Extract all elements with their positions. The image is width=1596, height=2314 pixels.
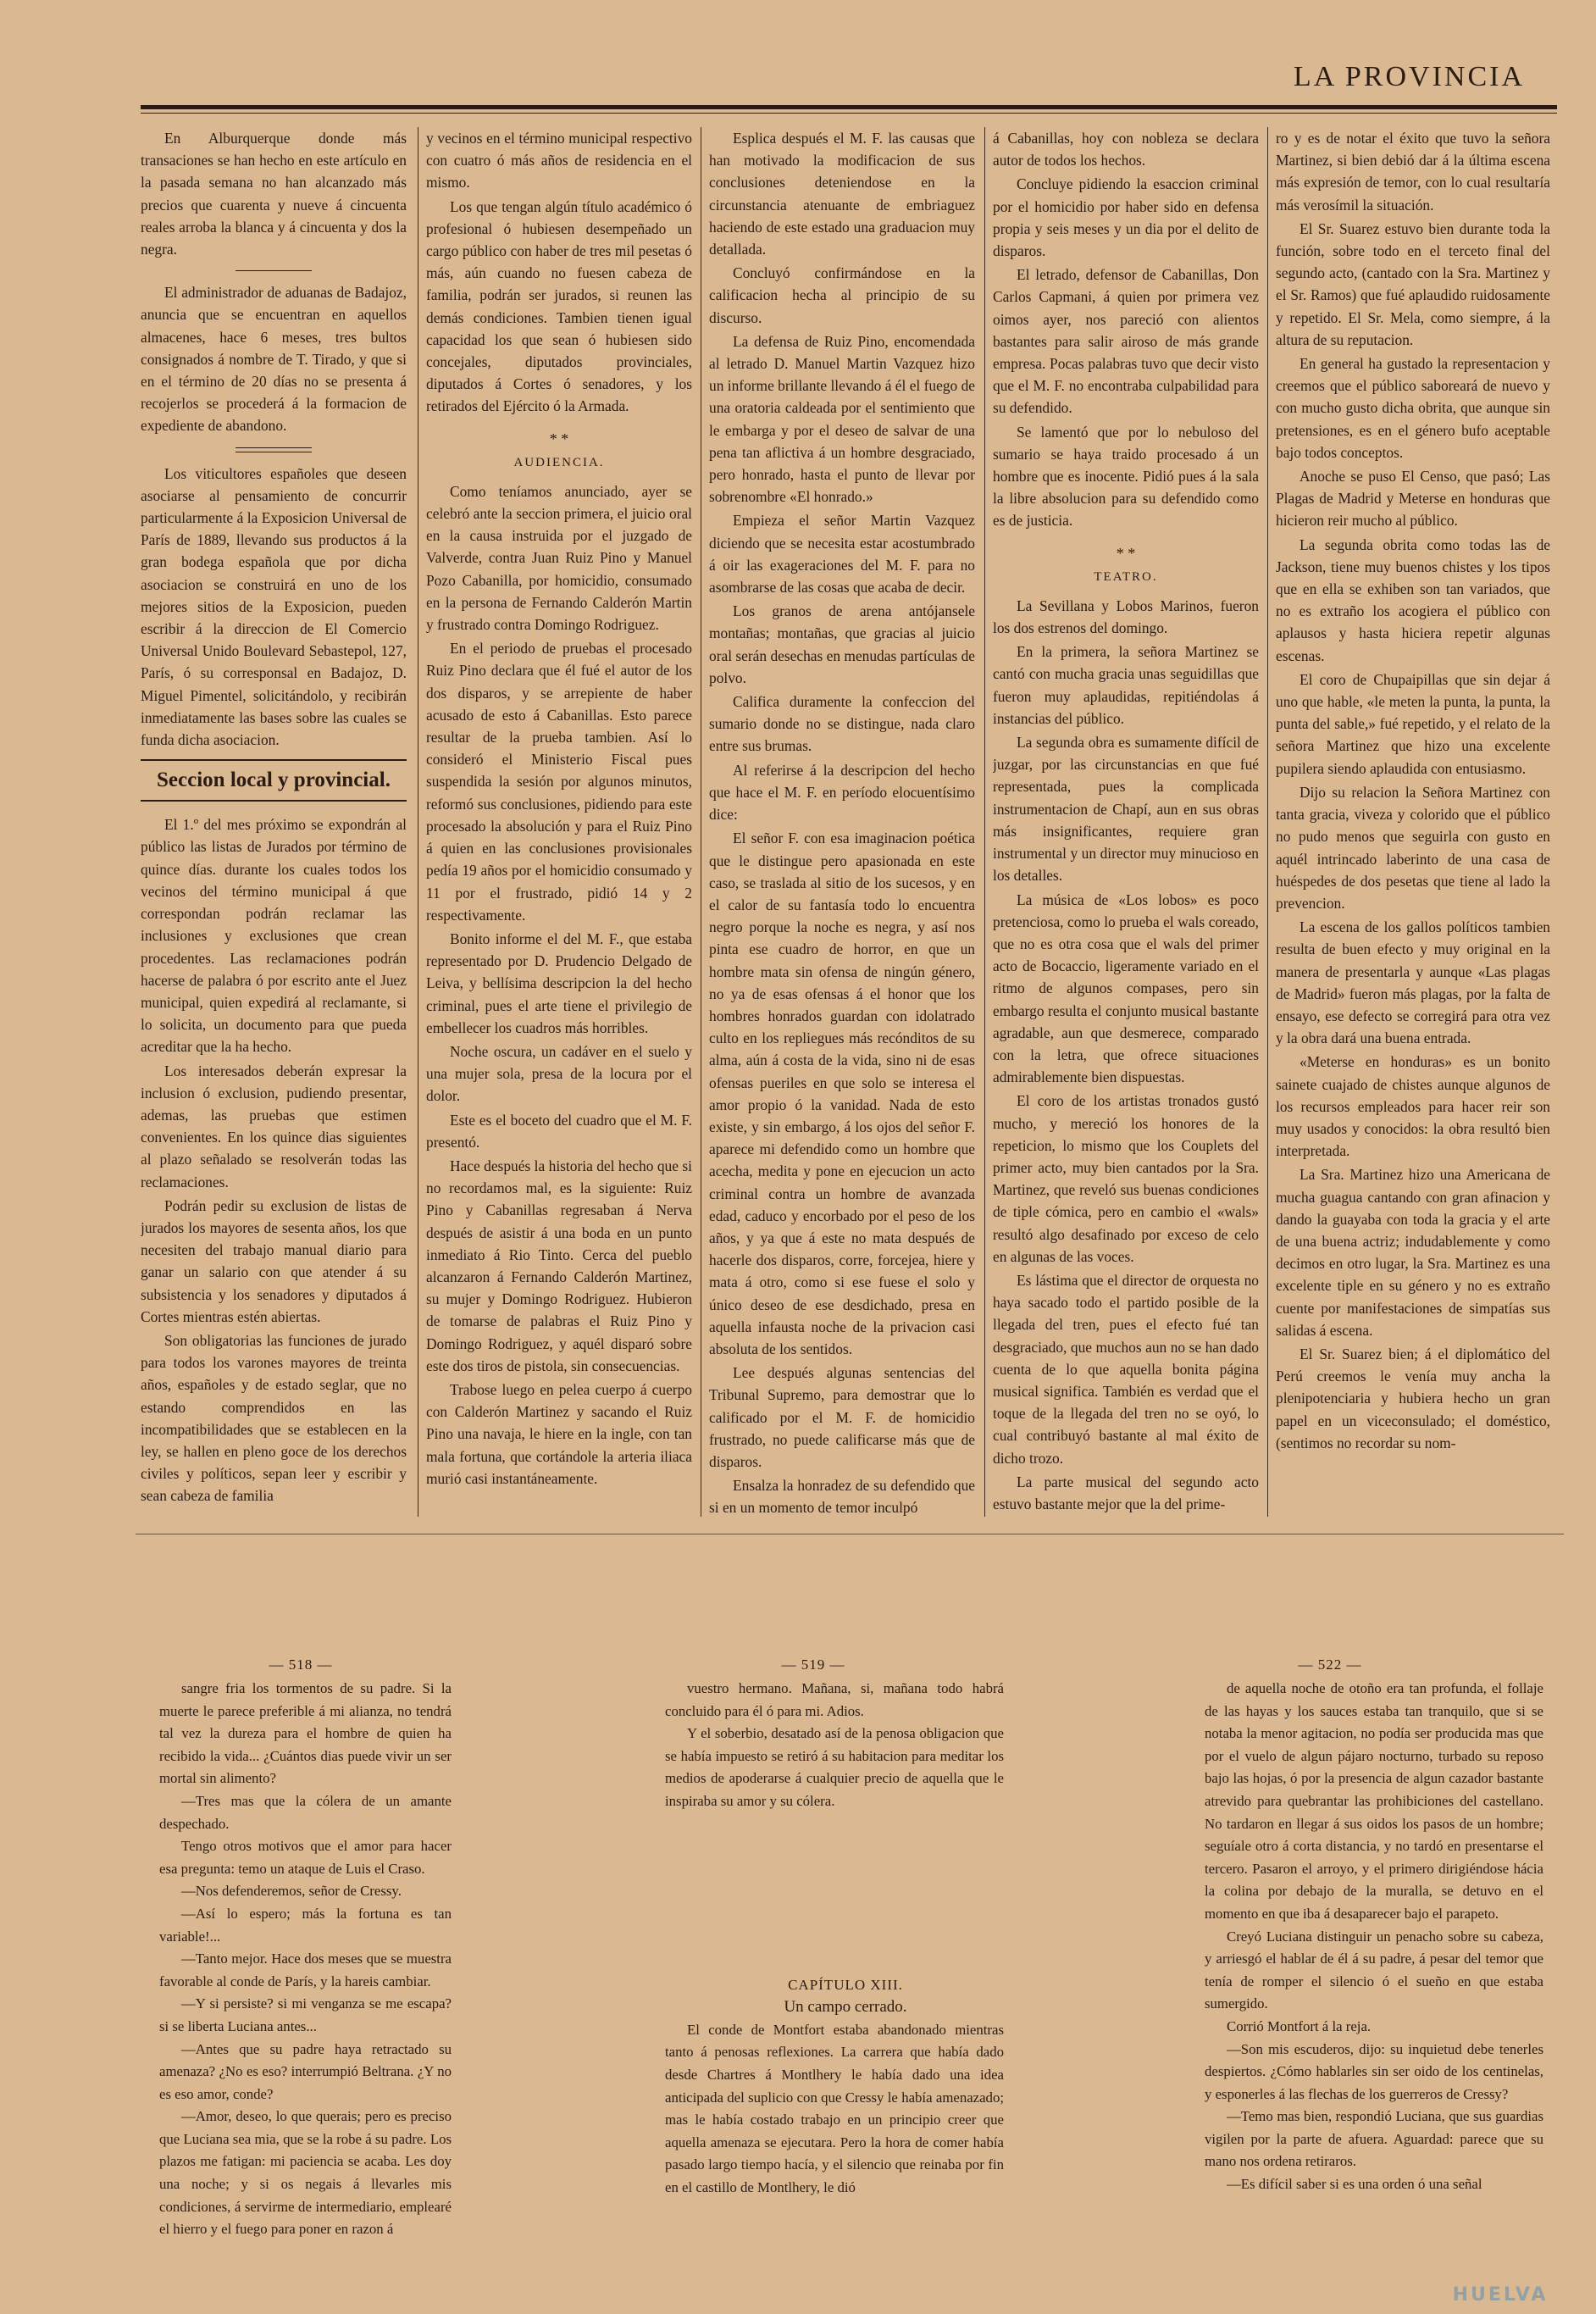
column-1	[141, 127, 407, 1517]
article-paragraph: Este es el boceto del cuadro que el M. F. presentó.	[426, 1111, 692, 1151]
article-paragraph: Como teníamos anunciado, ayer se celebró ante la seccion primera, el juicio oral en la causa instruida por el juzgado de Valverde, contra Juan Ruiz Pino y Manuel Pozo Cabanilla, por homicidio, consumado en la persona de Fernando Calderón Martin y frustrado contra Domingo Rodriguez.	[426, 482, 692, 634]
article-paragraph: Concluyó confirmándose en la calificacion hecha al principio de su discurso.	[709, 264, 975, 326]
article-paragraph: á Cabanillas, hoy con nobleza se declara autor de todos los hechos.	[993, 130, 1259, 169]
article-paragraph: La música de «Los lobos» es poco pretenciosa, como lo prueba el wals coreado, que no es otra cosa que el wals del primer acto de Bocaccio, ligeramente variado en el ritmo de algunos compases, pero sin embargo resulta el conjunto musical bastante agradable, aun que desmerece, comparado con la letra, que ofrece situaciones admirablemente bien dispuestas.	[993, 891, 1259, 1086]
column-3	[709, 127, 975, 1517]
library-stamp: HUELVA	[1452, 2284, 1549, 2306]
article-paragraph: La segunda obrita como todas las de Jackson, tiene muy buenos chistes y los tipos que en ella se exhiben son tan variados, que no es extraño los acogiera el público con aplausos y hasta hiciera repetir algunas escenas.	[1276, 535, 1550, 664]
article-paragraph: La Sra. Martinez hizo una Americana de mucha guagua cantando con gran afinacion y dando la guayaba con toda la gracia y el arte de una buena actriz; indudablemente y como decimos en otro lugar, la Sra. Martinez es una excelente tiple en su género y no es extraño cuente por manifestaciones de simpatías sus salidas á escena.	[1276, 1166, 1550, 1339]
article-paragraph: Al referirse á la descripcion del hecho que hace el M. F. en período elocuentísimo dice:	[709, 761, 975, 824]
feuilleton-right	[1205, 1678, 1543, 2271]
article-paragraph: Es lástima que el director de orquesta no haya sacado todo el partido posible de la llegada del tren, pues el efecto fué tan desgraciado, que muchos aun no se han dado cuenta de lo que aquella bonita página musical significa. También es verdad que el toque de la llegada del tren no se oyó, lo cual contribuyó bastante al mal éxito de dicho trozo.	[993, 1271, 1259, 1467]
article-paragraph: La defensa de Ruiz Pino, encomendada al letrado D. Manuel Martin Vazquez hizo un informe brillante llevando á él el fuego de una oratoria caldeada por el sentimiento que le embarga y por el deseo de salvar de una pena tan aflictiva á un hombre desgraciado, pero honrado, hasta el punto de llevar por sobrenombre «El honrado.»	[709, 332, 975, 506]
section-heading: Seccion local y provincial.	[141, 759, 407, 802]
story-paragraph: sangre fria los tormentos de su padre. Si la muerte le parece preferible á mi alianza, no tendrá tal vez la dureza para el hombre de quien ha recibido la vida... ¿Cuántos dias puede vivir un ser mortal sin alimento?	[159, 1680, 452, 1787]
article-paragraph: La segunda obra es sumamente difícil de juzgar, por las circunstancias en que fué representada, pues la complicada instrumentacion de Chapí, aun en sus obras más insignificantes, requiere gran instrumental y un director muy minucioso en los detalles.	[993, 734, 1259, 885]
story-paragraph: —Así lo espero; más la fortuna es tan variable!...	[159, 1905, 452, 1945]
article-paragraph: Noche oscura, un cadáver en el suelo y una mujer sola, presa de la locura por el dolor.	[426, 1042, 692, 1105]
article-paragraph: La Sevillana y Lobos Marinos, fueron los dos estrenos del domingo.	[993, 597, 1259, 637]
article-paragraph: ro y es de notar el éxito que tuvo la señora Martinez, si bien debió dar á la última escena más expresión de temor, con lo cual resultaría más verosímil la situación.	[1276, 130, 1550, 214]
article-paragraph: Los que tengan algún título académico ó profesional ó hubiesen desempeñado un cargo público con haber de tres mil pesetas ó más, aún cuando no fuesen cabeza de familia, podrán ser jurados, si reunen las demás condiciones. Tambien tienen igual capacidad los que sean ó hubiesen sido concejales, diputados provinciales, diputados á Cortes ó senadores, y los retirados del Ejército ó la Armada.	[426, 197, 692, 415]
separator	[236, 270, 312, 271]
article-paragraph: Ensalza la honradez de su defendido que si en un momento de temor inculpó	[709, 1477, 975, 1517]
article-paragraph: En general ha gustado la representacion y creemos que el público saboreará de nuevo y con mucho gusto dicha obrita, que aunque sin pretensiones, es en el género bufo aceptable bajo todos conceptos.	[1276, 355, 1550, 461]
story-paragraph: —Temo mas bien, respondió Luciana, que sus guardias vigilen por la parte de afuera. Aguardad: parece que su mano nos ordena retiraros.	[1205, 2108, 1543, 2170]
article-paragraph: La parte musical del segundo acto estuvo bastante mejor que la del prime-	[993, 1473, 1259, 1512]
article-paragraph: Dijo su relacion la Señora Martinez con tanta gracia, viveza y colorido que el público no pudo menos que seguirla con gusto en aquél intrincado laberinto de una casa de huéspedes de dos pesetas que tiene al lado la prevencion.	[1276, 783, 1550, 912]
subsection-heading: TEATRO.	[1094, 569, 1158, 584]
article-paragraph: El Sr. Suarez bien; á el diplomático del Perú creemos le venía muy ancha la plenipotenciaria y hubiera hecho un gran papel en un viceconsulado; el doméstico, (sentimos no recordar su nom-	[1276, 1345, 1550, 1451]
story-paragraph: El conde de Montfort estaba abandonado mientras tanto á penosas reflexiones. La carrera que había dado desde Chartres á Montlhery le había dado una idea anticipada del suplicio con que Cressy le había amenazado; mas le había costado trabajo en un principio creer que aquella amenaza se ejecutara. Pero la hora de comer había pasado largo tiempo hacía, y el silencio que reinaba por fin en el castillo de Montlhery, le dió	[665, 2021, 1004, 2195]
page-number: — 519 —	[781, 1656, 845, 1673]
story-paragraph: —Y si persiste? si mi venganza se me escapa? si se liberta Luciana antes...	[159, 1995, 452, 2034]
article-paragraph: El administrador de aduanas de Badajoz, anuncia que se encuentran en aquellos almacenes, hace 6 meses, tres bultos consignados á nombre de T. Tirado, y que si en el término de 20 días no se presenta á recojerlos se procederá á la formacion de expediente de abandono.	[141, 284, 407, 435]
article-paragraph: Esplica después el M. F. las causas que han motivado la modificacion de sus conclusiones deteniendose en la circunstancia atenuante de embriaguez haciendo de este estado una graduacion muy detallada.	[709, 130, 975, 258]
story-paragraph: —Nos defenderemos, señor de Cressy.	[181, 1883, 402, 1900]
article-paragraph: Podrán pedir su exclusion de listas de jurados los mayores de sesenta años, los que necesiten del trabajo manual diario para ganar un salario con que atender á su subsistencia y los senadores y diputados á Cortes mientras estén abiertas.	[141, 1196, 407, 1325]
chapter-number: CAPÍTULO XIII.	[788, 1976, 903, 1993]
column-2	[426, 127, 692, 1517]
page-number: — 522 —	[1298, 1656, 1362, 1673]
article-paragraph: El señor F. con esa imaginacion poética que le distingue pero apasionada en este caso, se traslada al sitio de los sucesos, y en el calor de su fantasía todo lo encuentra negro porque la noche es negra, y así nos pinta ese cuadro de horror, en que un hombre mata sin ofensa de ningún género, no ya de esas ofensas á el honor que los hombres honrados guardan con idolatrado culto en los repliegues más recónditos de su alma, aún á costa de la vida, sino ni de esas ofensas pueriles en que solo se interesa el amor propio ó la vanidad. Nada de esto existe, y sin embargo, á los ojos del señor F. aparece mi defendido como un hombre que acecha, medita y pone en ejecucion un acto criminal contra un hombre de avanzada edad, caduco y encorbado por el peso de los años, y ya que á este no mata después de hacerle dos disparos, corre, forcejea, hiere y mata á otro, como si ese fuese el solo y único deseo de ese desdichado, presa en aquella infausta noche de la privacion casi absoluta de los sentidos.	[709, 830, 975, 1357]
article-paragraph: En Alburquerque donde más transaciones se han hecho en este artículo en la pasada semana no han alcanzado más precios que cuarenta y nueve á cincuenta reales arroba la blanca y á cincuenta y dos la negra.	[141, 130, 407, 258]
column-4	[993, 127, 1259, 1517]
chapter-title: Un campo cerrado.	[784, 1998, 907, 2017]
article-paragraph: Concluye pidiendo la esaccion criminal por el homicidio por haber sido en defensa propia y seis meses y un dia por el delito de disparos.	[993, 175, 1259, 260]
separator	[236, 447, 312, 452]
masthead	[136, 61, 1559, 103]
story-paragraph: Y el soberbio, desatado así de la penosa obligacion que se había impuesto se retiró á su habitacion para meditar los medios de apoderarse á cualquier precio de aquella que le inspiraba su amor y su cólera.	[665, 1725, 1004, 1809]
blank-space	[665, 1813, 1004, 1974]
article-paragraph: El coro de Chupaipillas que sin dejar á uno que hable, «le meten la punta, la punta, la punta del sable,» fué repetido, y el relato de la señora Martinez que hizo una excelente pupilera siendo aplaudida con entusiasmo.	[1276, 670, 1550, 777]
article-paragraph: Lee después algunas sentencias del Tribunal Supremo, para demostrar que lo calificado por el M. F. de homicidio frustrado, no puede calificarse más que de disparos.	[709, 1364, 975, 1470]
masthead-rule-thin	[141, 113, 1557, 114]
article-paragraph: El letrado, defensor de Cabanillas, Don Carlos Capmani, á quien por primera vez oimos ayer, nos pareció con alientos bastantes para salir airoso de más grande empresa. Pocas palabras tuvo que decir visto que el M. F. no encontraba culpabilidad para su defendido.	[993, 266, 1259, 417]
story-paragraph: —Son mis escuderos, dijo: su inquietud debe tenerles despiertos. ¿Cómo hablarles sin ser oido de los centinelas, y esponerles á las flechas de los guerreros de Cressy?	[1205, 2040, 1543, 2102]
article-paragraph: Anoche se puso El Censo, que pasó; Las Plagas de Madrid y Meterse en honduras que hicieron reir mucho al público.	[1276, 468, 1550, 530]
feuilleton-middle	[665, 1678, 1004, 2271]
masthead-title: LA PROVINCIA	[1293, 61, 1525, 92]
story-paragraph: —Antes que su padre haya retractado su amenaza? ¿No es eso? interrumpió Beltrana. ¿Y no es eso amor, conde?	[159, 2040, 452, 2102]
article-paragraph: El 1.º del mes próximo se expondrán al público las listas de Jurados por término de quince días. durante los cuales todos los vecinos del término municipal á que correspondan podrán reclamar las inclusiones y exclusiones que crean procedentes. Las reclamaciones podrán hacerse de palabra ó por escrito ante el Juez municipal, quien expedirá al reclamante, si lo solicita, un documento para que pueda acreditar que la ha hecho.	[141, 816, 407, 1056]
story-paragraph: —Es difícil saber si es una orden ó una señal	[1227, 2176, 1482, 2193]
column-5	[1276, 127, 1550, 1517]
story-paragraph: vuestro hermano. Mañana, si, mañana todo habrá concluido para él ó para mi. Adios.	[665, 1680, 1004, 1719]
feuilleton-left	[159, 1678, 452, 2271]
story-paragraph: Creyó Luciana distinguir un penacho sobre su cabeza, y arriesgó el hablar de él á su padre, á pesar del temor que tenía de romper el silencio ó el sueño en que estaba sumergido.	[1205, 1928, 1543, 2012]
news-columns	[141, 127, 1557, 1517]
page-number: — 518 —	[269, 1656, 333, 1673]
story-paragraph: Tengo otros motivos que el amor para hacer esa pregunta: temo un ataque de Luis el Craso.	[159, 1838, 452, 1877]
article-paragraph: Bonito informe el del M. F., que estaba representado por D. Prudencio Delgado de Leiva, y bellísima descripcion la del hecho criminal, pues el arte tiene el privilegio de embellecer los cuadros más horribles.	[426, 929, 692, 1036]
asterism: * *	[1116, 544, 1136, 562]
article-paragraph: Son obligatorias las funciones de jurado para todos los varones mayores de treinta años, españoles y de estado seglar, que no estando comprendidos en las incompatibilidades que se establecen en la ley, se hallen en pleno goce de los derechos civiles y políticos, sepan leer y escribir y sean cabeza de familia	[141, 1331, 407, 1505]
article-paragraph: Los granos de arena antójansele montañas; montañas, que gracias al juicio oral serán desechas en menudas partículas de polvo.	[709, 602, 975, 686]
masthead-rule-thick	[141, 105, 1557, 109]
article-paragraph: En la primera, la señora Martinez se cantó con mucha gracia unas seguidillas que fueron muy aplaudidas, repitiéndolas á instancias del público.	[993, 643, 1259, 727]
article-paragraph: Los interesados deberán expresar la inclusion ó exclusion, pudiendo presentar, ademas, las pruebas que estimen convenientes. En los quince dias siguientes al plazo señalado se resolverán todas las reclamaciones.	[141, 1062, 407, 1190]
subsection-heading: AUDIENCIA.	[513, 455, 605, 469]
story-paragraph: de aquella noche de otoño era tan profunda, el follaje de las hayas y los sauces estaba tan tranquilo, que si se notaba la menor agitacion, no podía ser producida mas que por el vuelo de algun pájaro nocturno, turbado su reposo bajo las hojas, ó por la presencia de algun cazador bastante atrevido para quebrantar las prohibiciones del castellano. No tardaron en llegar á sus oidos los pasos de un hombre; seguíale otro á corta distancia, y no tardó en presentarse el tercero. Pasaron el arroyo, y el primero dirigiéndose hácia la colina por debajo de la muralla, se detuvo en el momento en que iba á desaparecer bajo el parapeto.	[1205, 1680, 1543, 1922]
article-paragraph: Se lamentó que por lo nebuloso del sumario se haya traido procesado á un hombre que es inocente. Pidió pues á la sala la libre absolucion para su defendido como es de justicia.	[993, 423, 1259, 530]
story-paragraph: —Amor, deseo, lo que querais; pero es preciso que Luciana sea mia, que se la robe á su padre. Los plazos me fatigan: mi paciencia se acaba. Les doy una noche; y si os negais á llevarles mis condiciones, á servirme de intermediario, emplearé el hierro y el fuego para poner en razon á	[159, 2108, 452, 2238]
asterism: * *	[549, 430, 569, 447]
article-paragraph: y vecinos en el término municipal respectivo con cuatro ó más años de residencia en el mismo.	[426, 130, 692, 191]
article-paragraph: La escena de los gallos políticos tambien resulta de buen efecto y muy original en la manera de presentarla y aunque «Las plagas de Madrid» fueron más plagas, por la falta de ensayo, ese defecto se corregirá para otra vez y la obra dará una buena entrada.	[1276, 918, 1550, 1047]
story-paragraph: Corrió Montfort á la reja.	[1227, 2017, 1372, 2034]
article-paragraph: Califica duramente la confeccion del sumario donde no se distingue, nada claro entre sus brumas.	[709, 693, 975, 755]
article-paragraph: El coro de los artistas tronados gustó mucho, y mereció los honores de la repeticion, lo mismo que los Couplets del primer acto, muy bien cantados por la Sra. Martinez, que reveló sus buenas condiciones de tiple cómica, pero en cambio el «wals» resultó algo desafinado por exceso de celo en algunas de las voces.	[993, 1092, 1259, 1265]
article-paragraph: Hace después la historia del hecho que si no recordamos mal, es la siguiente: Ruiz Pino y Cabanillas regresaban á Nerva después de asistir á una boda en un punto inmediato á Rio Tinto. Cerca del pueblo alcanzaron á Fernando Calderón Martinez, su mujer y Domingo Rodriguez. Hubieron de tomarse de palabras el Ruiz Pino y Domingo Rodriguez, y aquél disparó sobre este dos tiros de pistola, sin consecuencias.	[426, 1157, 692, 1374]
article-paragraph: En el periodo de pruebas el procesado Ruiz Pino declara que él fué el autor de los dos disparos, y se arrepiente de haber acusado de esto á Cabanillas. Esto parece resultar de la prueba tambien. Así lo consideró el Ministerio Fiscal pues suspendida la sesión por algunos minutos, reformó sus conclusiones, pidiendo para este procesado la absolución y para el Ruiz Pino á quien en las conclusiones provisionales pedía 19 años por el homicidio consumado y 11 por el frustrado, pidió 14 y 2 respectivamente.	[426, 640, 692, 924]
article-paragraph: Trabose luego en pelea cuerpo á cuerpo con Calderón Martinez y sacando el Ruiz Pino una navaja, le hiere en la ingle, con tan mala fortuna, que cortándole la arteria iliaca murió casi instantáneamente.	[426, 1380, 692, 1487]
story-paragraph: —Tres mas que la cólera de un amante despechado.	[159, 1792, 452, 1832]
story-paragraph: —Tanto mejor. Hace dos meses que se muestra favorable al conde de París, y la hareis cambiar.	[159, 1951, 452, 1989]
article-paragraph: El Sr. Suarez estuvo bien durante toda la función, sobre todo en el terceto final del segundo acto, (cantado con la Sra. Martinez y el Sr. Ramos) que fué aplaudido ruidosamente y repetido. El Sr. Mela, como siempre, á la altura de su reputacion.	[1276, 219, 1550, 348]
article-paragraph: Los viticultores españoles que deseen asociarse al pensamiento de concurrir particularmente á la Exposicion Universal de París de 1889, llevando sus productos á la gran bodega española que por dicha asociacion se construirá en uno de los mejores sitios de la Exposicion, pueden escribir á la direccion de El Comercio Universal Unido Boulevard Sebastepol, 127, París, ó su corresponsal en Badajoz, D. Miguel Pimentel, solicitándolo, y recibirán inmediatamente las bases sobre las cuales se funda dicha asociacion.	[141, 464, 407, 749]
article-paragraph: Empieza el señor Martin Vazquez diciendo que se necesita estar acostumbrado á oir las exageraciones del M. F. para no asombrarse de las cosas que acaba de decir.	[709, 512, 975, 597]
article-paragraph: «Meterse en honduras» es un bonito sainete cuajado de chistes aunque algunos de los recursos empleados para hacer reir son muy usados y conocidos: la obra resultó bien interpretada.	[1276, 1053, 1550, 1160]
